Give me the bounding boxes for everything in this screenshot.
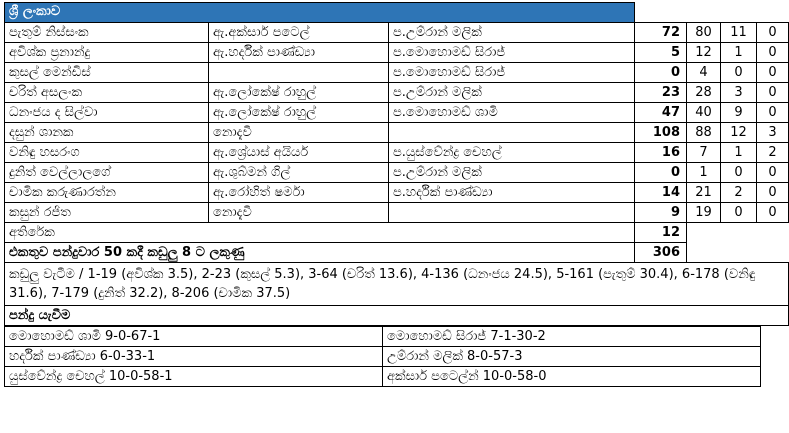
batting-row — [5, 42, 789, 62]
runs-cell: 108 — [635, 122, 687, 142]
batter-name: කුසල් මෙන්ඩිස් — [5, 62, 209, 82]
balls-cell: 7 — [687, 142, 721, 162]
extras-label: අතිරේක — [5, 222, 635, 242]
batting-row — [5, 122, 789, 142]
balls-cell: 4 — [687, 62, 721, 82]
dismissal-bowler: ප.මොහොමඩ් සිරාජ් — [389, 42, 635, 62]
batter-name: වනිඳු හසරංග — [5, 142, 209, 162]
bowling-row — [5, 366, 761, 386]
total-label: එකතුව පන්දුවාර 50 කදී කඩුලු 8 ට ලකුණු — [5, 242, 635, 262]
fours-cell: 2 — [721, 182, 757, 202]
fours-cell: 3 — [721, 82, 757, 102]
batter-name: දුනිත් වෙල්ලාලගේ — [5, 162, 209, 182]
runs-cell: 0 — [635, 62, 687, 82]
batting-row — [5, 102, 789, 122]
sixes-cell: 0 — [757, 82, 789, 102]
bowling-row — [5, 346, 761, 366]
balls-cell: 21 — [687, 182, 721, 202]
dismissal-catcher — [209, 62, 389, 82]
batting-row — [5, 82, 789, 102]
runs-cell: 23 — [635, 82, 687, 102]
dismissal-bowler: ප.උම්රාන් මලික් — [389, 162, 635, 182]
dismissal-bowler: ප.මොහොමඩ් ශාමි — [389, 102, 635, 122]
fours-cell: 0 — [721, 202, 757, 222]
fours-cell: 1 — [721, 42, 757, 62]
dismissal-bowler: ප.මොහොමඩ් සිරාජ් — [389, 62, 635, 82]
bowling-table — [4, 326, 761, 387]
sixes-cell: 2 — [757, 142, 789, 162]
runs-cell: 47 — [635, 102, 687, 122]
dismissal-catcher: ඇ.ලෝකේෂ් රාහුල් — [209, 102, 389, 122]
runs-cell: 5 — [635, 42, 687, 62]
dismissal-bowler: ප.උම්රාන් මලික් — [389, 22, 635, 42]
sixes-cell: 0 — [757, 62, 789, 82]
extras-value: 12 — [635, 222, 687, 242]
sixes-cell: 0 — [757, 202, 789, 222]
scorecard — [4, 2, 777, 387]
fours-cell: 0 — [721, 62, 757, 82]
batter-name: ධනංජය ද සිල්වා — [5, 102, 209, 122]
bowler-figures: යුස්වේන්ද්‍ර චෙහල් 10-0-58-1 — [5, 366, 383, 386]
total-value: 306 — [635, 242, 687, 262]
balls-cell: 1 — [687, 162, 721, 182]
bowler-figures: හර්දික් පාණ්ඩ්‍යා 6-0-33-1 — [5, 346, 383, 366]
batter-name: අවිශ්ක ප්‍රනාන්දු — [5, 42, 209, 62]
dismissal-catcher: නොදැවී — [209, 122, 389, 142]
fall-of-wickets: කඩුලු වැටීම / 1-19 (අවිශ්ක 3.5), 2-23 (කුසල් 5.3), 3-64 (චරිත් 13.6), 4-136 (ධනංජය 24.5), 5-161 (පැතුම් 30.4), 6-178 (වනිඳු 31.6), 7-179 (දුනිත් 32.2), 8-206 (චාමික 37.5) — [5, 262, 789, 305]
batting-row — [5, 142, 789, 162]
bowler-figures: මොහොමඩ් ශාමි 9-0-67-1 — [5, 326, 383, 346]
fours-cell: 9 — [721, 102, 757, 122]
bowling-title: පන්දු යැවීම — [5, 305, 789, 325]
dismissal-catcher: නොදැවී — [209, 202, 389, 222]
bowler-figures: අක්සාර් පටෙල්න් 10-0-58-0 — [383, 366, 761, 386]
fours-cell: 11 — [721, 22, 757, 42]
dismissal-catcher: ඇ.අක්සාර් පටෙල් — [209, 22, 389, 42]
runs-cell: 14 — [635, 182, 687, 202]
dismissal-bowler — [389, 202, 635, 222]
bowling-row — [5, 326, 761, 346]
batting-rows — [5, 22, 789, 222]
sixes-cell: 0 — [757, 182, 789, 202]
balls-cell: 80 — [687, 22, 721, 42]
dismissal-catcher: ඇ.ශ්‍රේයාස් අයියර් — [209, 142, 389, 162]
dismissal-catcher: ඇ.ලෝකේෂ් රාහුල් — [209, 82, 389, 102]
balls-cell: 40 — [687, 102, 721, 122]
runs-cell: 9 — [635, 202, 687, 222]
runs-cell: 0 — [635, 162, 687, 182]
batting-table — [4, 2, 789, 326]
sixes-cell: 0 — [757, 22, 789, 42]
batting-row — [5, 202, 789, 222]
fours-cell: 12 — [721, 122, 757, 142]
bowler-figures: මොහොමඩ් සිරාජ් 7-1-30-2 — [383, 326, 761, 346]
batting-row — [5, 22, 789, 42]
batting-row — [5, 182, 789, 202]
dismissal-bowler: ප.යුස්වේන්ද්‍ර චෙහල් — [389, 142, 635, 162]
balls-cell: 28 — [687, 82, 721, 102]
dismissal-bowler — [389, 122, 635, 142]
batter-name: කසුන් රජිත — [5, 202, 209, 222]
dismissal-catcher: ඇ.රෝහිත් ෂර්මා — [209, 182, 389, 202]
fours-cell: 0 — [721, 162, 757, 182]
batter-name: චරිත් අසලංක — [5, 82, 209, 102]
batter-name: චාමික කරුණාරත්න — [5, 182, 209, 202]
sixes-cell: 0 — [757, 42, 789, 62]
dismissal-bowler: ප.හර්දික් පාණ්ඩ්‍යා — [389, 182, 635, 202]
batter-name: දසුන් ශානක — [5, 122, 209, 142]
bowler-figures: උම්රාන් මලික් 8-0-57-3 — [383, 346, 761, 366]
balls-cell: 19 — [687, 202, 721, 222]
fours-cell: 1 — [721, 142, 757, 162]
balls-cell: 12 — [687, 42, 721, 62]
batting-row — [5, 162, 789, 182]
sixes-cell: 0 — [757, 162, 789, 182]
sixes-cell: 0 — [757, 102, 789, 122]
runs-cell: 72 — [635, 22, 687, 42]
balls-cell: 88 — [687, 122, 721, 142]
runs-cell: 16 — [635, 142, 687, 162]
dismissal-bowler: ප.උම්රාන් මලික් — [389, 82, 635, 102]
batting-row — [5, 62, 789, 82]
dismissal-catcher: ඇ.ශුබ්මන් ගිල් — [209, 162, 389, 182]
batter-name: පැතුම් නිස්සංක — [5, 22, 209, 42]
dismissal-catcher: ඇ.හර්දික් පාණ්ඩ්‍යා — [209, 42, 389, 62]
team-title: ශ්‍රී ලංකාව — [5, 3, 635, 23]
sixes-cell: 3 — [757, 122, 789, 142]
